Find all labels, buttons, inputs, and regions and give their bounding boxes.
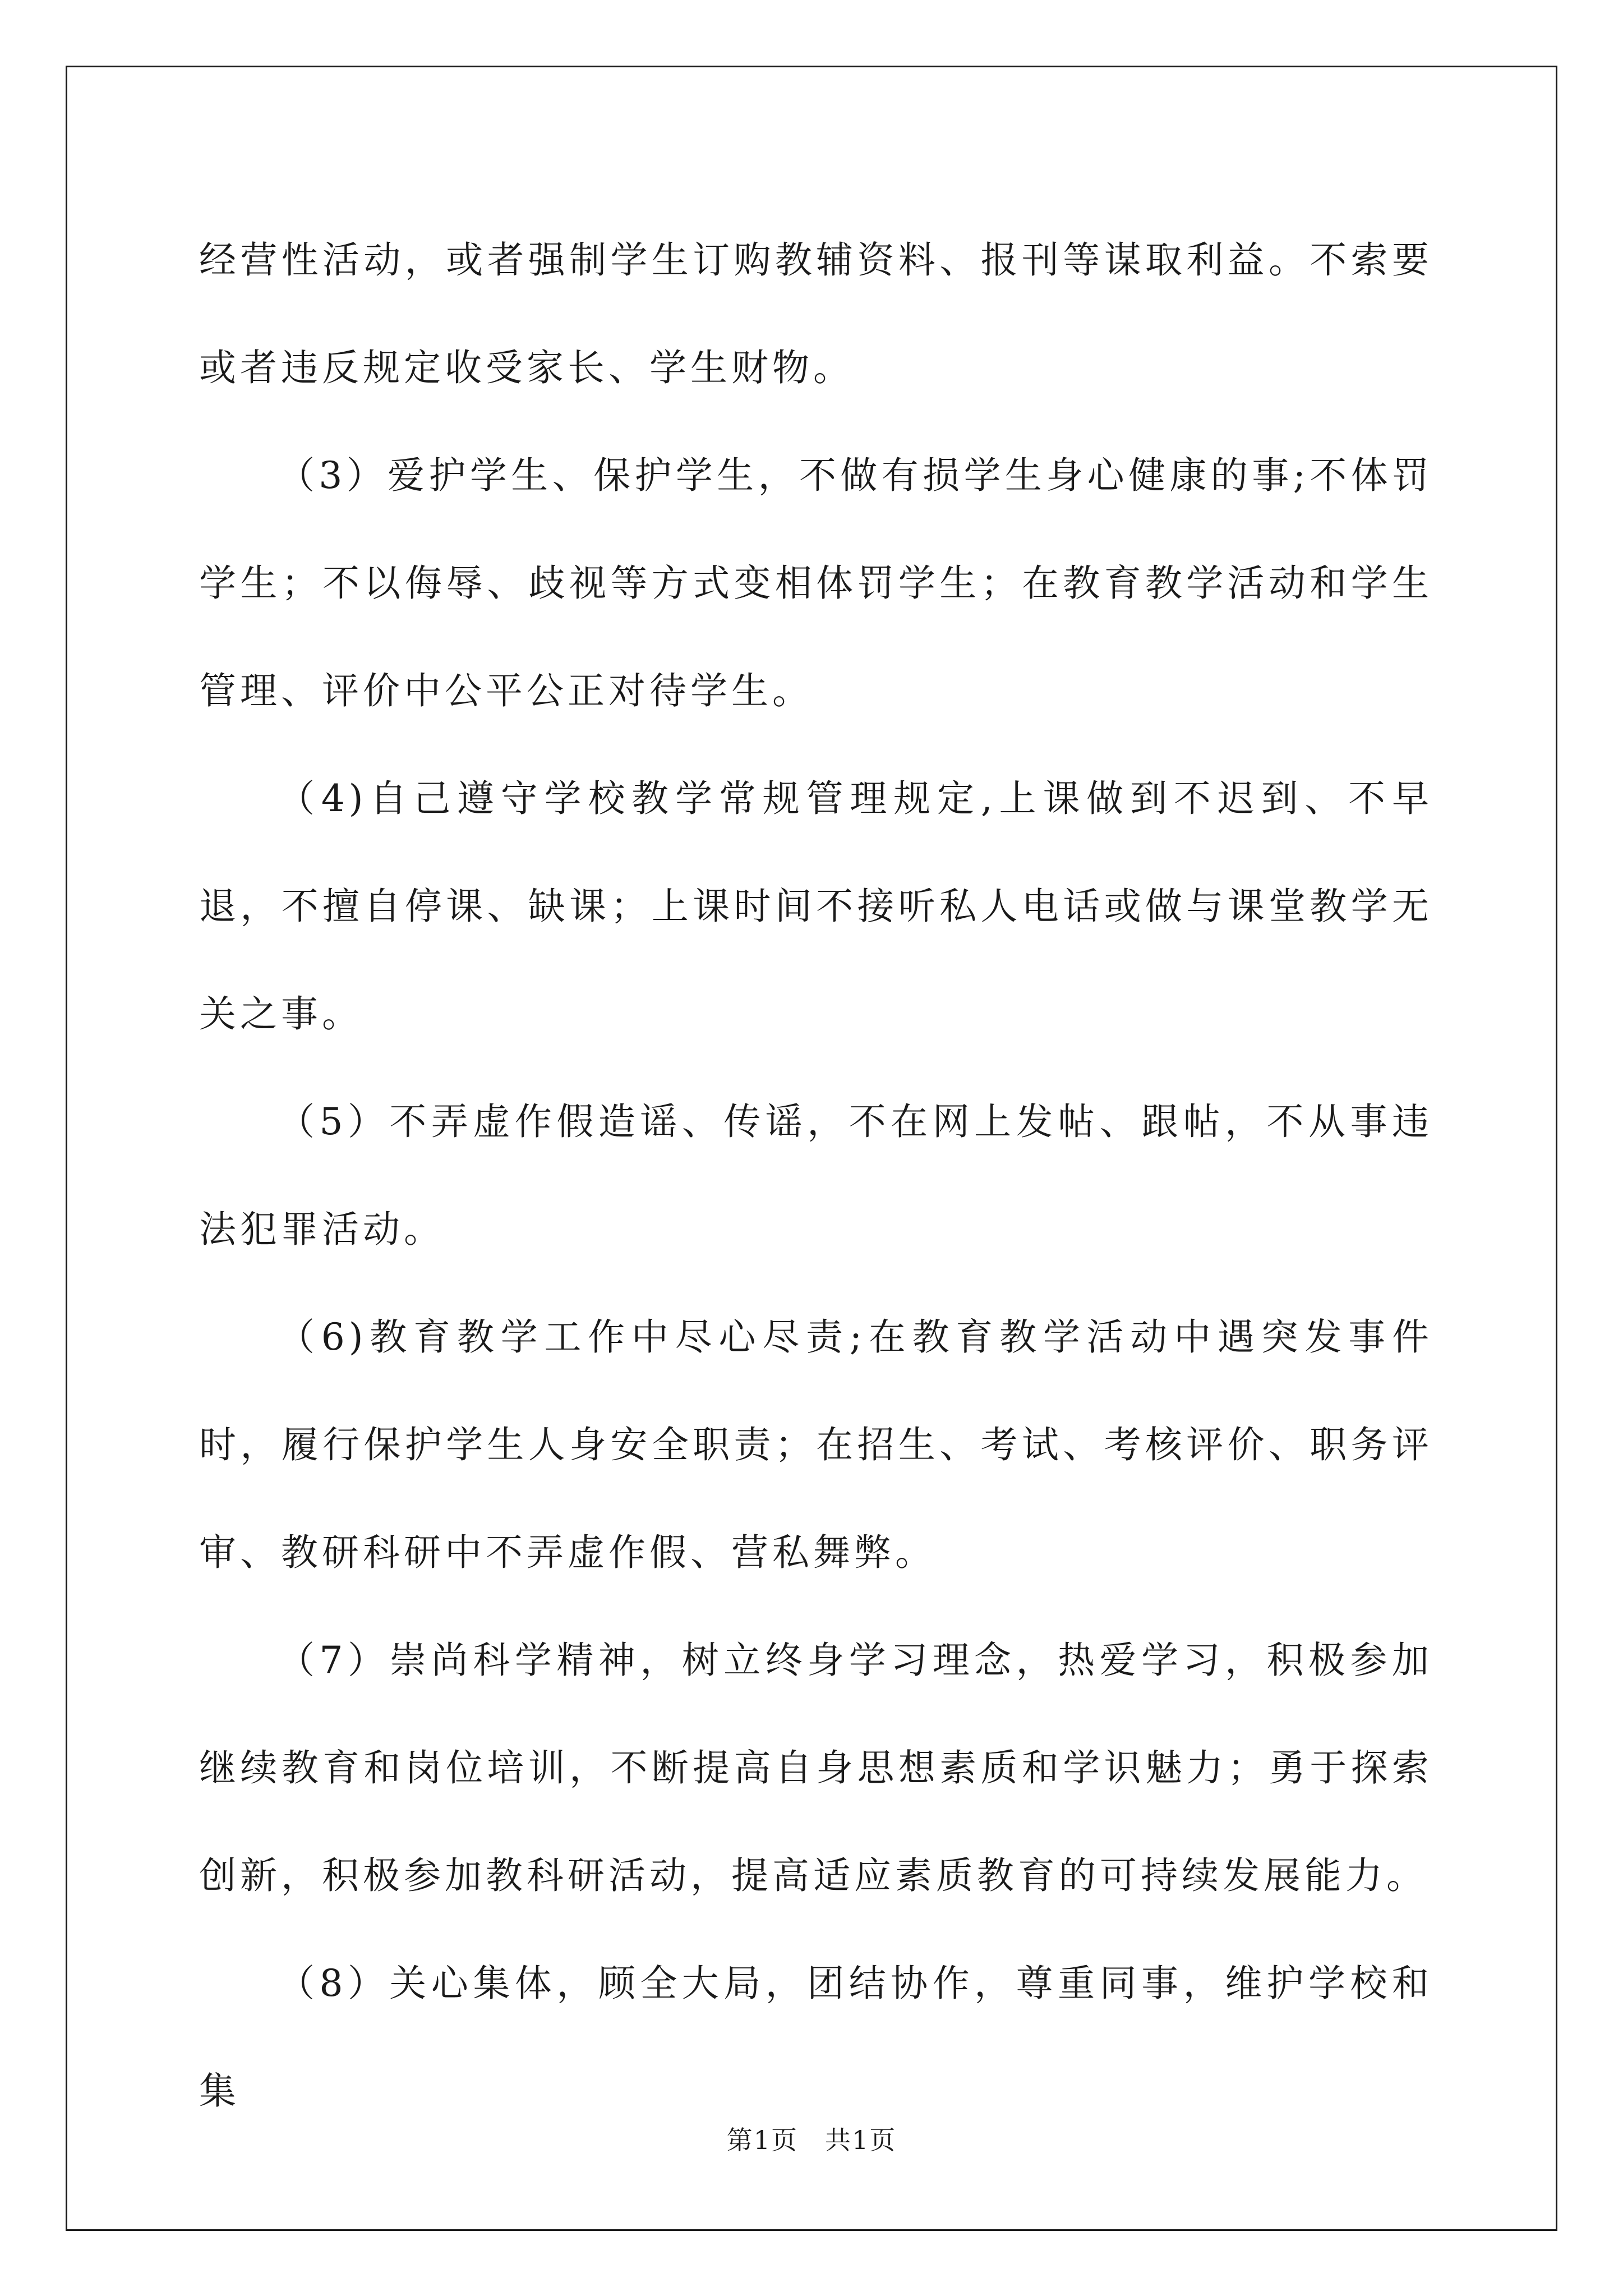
document-body <box>199 206 1433 2145</box>
paragraph-5: （6)教育教学工作中尽心尽责;在教育教学活动中遇突发事件时，履行保护学生人身安全职责；在招生、考试、考核评价、职务评审、教研科研中不弄虚作假、营私舞弊。 <box>199 1315 1433 1574</box>
paragraph-2: （3）爱护学生、保护学生，不做有损学生身心健康的事;不体罚学生；不以侮辱、歧视等方式变相体罚学生；在教育教学活动和学生管理、评价中公平公正对待学生。 <box>199 454 1433 712</box>
paragraph-1: 经营性活动，或者强制学生订购教辅资料、报刊等谋取利益。不索要或者违反规定收受家长、学生财物。 <box>199 238 1433 389</box>
page-footer: 第1页 共1页 <box>726 2125 897 2155</box>
paragraph-3: （4)自己遵守学校教学常规管理规定,上课做到不迟到、不早退，不擅自停课、缺课；上课时间不接听私人电话或做与课堂教学无关之事。 <box>199 777 1433 1036</box>
paragraph-4: （5）不弄虚作假造谣、传谣，不在网上发帖、跟帖，不从事违法犯罪活动。 <box>199 1100 1433 1251</box>
paragraph-7: （8）关心集体，顾全大局，团结协作，尊重同事，维护学校和集 <box>199 1962 1433 2113</box>
paragraph-6: （7）崇尚科学精神，树立终身学习理念，热爱学习，积极参加继续教育和岗位培训，不断提高自身思想素质和学识魅力；勇于探索创新，积极参加教科研活动，提高适应素质教育的可持续发展能力。 <box>199 1639 1433 1897</box>
